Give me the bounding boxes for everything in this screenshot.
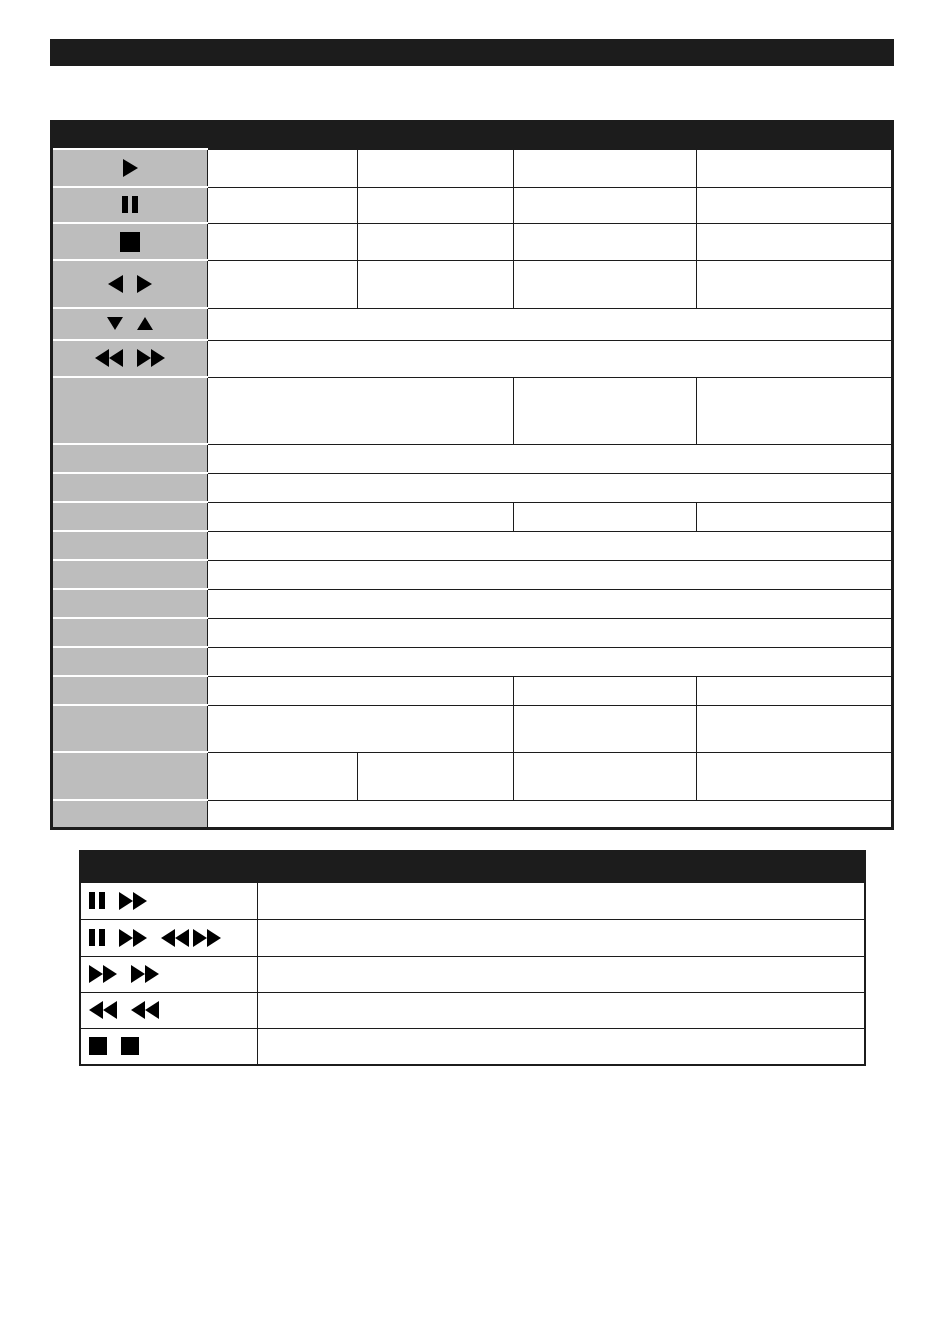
table-row xyxy=(52,752,893,800)
key-cell xyxy=(52,444,208,473)
table-cell xyxy=(697,502,893,531)
table-cell xyxy=(514,187,697,223)
left-arrow-icon xyxy=(108,275,123,293)
table-row xyxy=(80,957,865,993)
table-cell xyxy=(697,752,893,800)
table-cell xyxy=(514,377,697,444)
key-cell xyxy=(52,223,208,260)
table-row xyxy=(52,502,893,531)
down-arrow-icon xyxy=(107,317,123,330)
table-cell xyxy=(208,589,893,618)
pause-icon xyxy=(89,892,105,909)
table-cell xyxy=(697,705,893,752)
table-cell xyxy=(208,502,514,531)
key-cell xyxy=(52,502,208,531)
header-cell xyxy=(514,122,697,150)
table-cell xyxy=(208,377,514,444)
table-cell xyxy=(208,560,893,589)
table-cell xyxy=(208,308,893,340)
fast-forward-icon xyxy=(131,965,159,983)
table-cell xyxy=(514,705,697,752)
key-cell xyxy=(52,647,208,676)
table-cell xyxy=(514,223,697,260)
table-cell xyxy=(358,752,514,800)
table-header-row xyxy=(80,851,865,883)
key-cell xyxy=(80,957,257,993)
table-cell xyxy=(208,705,514,752)
table-row xyxy=(52,149,893,187)
up-arrow-icon xyxy=(137,317,153,330)
key-cell xyxy=(52,589,208,618)
table-cell xyxy=(208,340,893,377)
table-header-row xyxy=(52,122,893,150)
key-cell xyxy=(80,1029,257,1065)
key-cell xyxy=(52,560,208,589)
rewind-icon xyxy=(89,1001,117,1019)
key-cell xyxy=(52,377,208,444)
title-bar xyxy=(50,39,894,66)
table-row xyxy=(80,993,865,1029)
key-cell xyxy=(52,705,208,752)
table-cell xyxy=(697,676,893,705)
table-cell xyxy=(208,752,358,800)
table-row xyxy=(52,187,893,223)
table-cell xyxy=(208,473,893,502)
table-cell xyxy=(697,223,893,260)
table-cell xyxy=(514,676,697,705)
rewind-icon xyxy=(131,1001,159,1019)
header-cell xyxy=(208,122,358,150)
page-title xyxy=(50,44,60,60)
table-row xyxy=(80,920,865,957)
description-cell xyxy=(257,1029,865,1065)
right-arrow-icon xyxy=(137,275,152,293)
table-cell xyxy=(697,260,893,308)
table-row xyxy=(80,1029,865,1065)
key-cell xyxy=(52,473,208,502)
key-combination-table xyxy=(79,850,866,1066)
key-cell xyxy=(52,618,208,647)
fast-forward-icon xyxy=(137,349,165,367)
table-row xyxy=(52,705,893,752)
table-cell xyxy=(208,187,358,223)
table-cell xyxy=(358,260,514,308)
stop-icon xyxy=(121,1037,139,1055)
fast-forward-icon xyxy=(119,929,147,947)
key-cell xyxy=(52,149,208,187)
key-cell xyxy=(52,752,208,800)
description-cell xyxy=(257,993,865,1029)
key-cell xyxy=(52,676,208,705)
header-cell xyxy=(52,122,208,150)
table-cell xyxy=(208,223,358,260)
fast-forward-icon xyxy=(119,892,147,910)
table-cell xyxy=(697,187,893,223)
key-cell xyxy=(52,340,208,377)
rewind-icon xyxy=(161,929,189,947)
table-row xyxy=(52,676,893,705)
table-row xyxy=(52,800,893,828)
header-cell xyxy=(697,122,893,150)
description-cell xyxy=(257,883,865,920)
table-row xyxy=(52,560,893,589)
table-cell xyxy=(697,149,893,187)
table-cell xyxy=(208,676,514,705)
description-cell xyxy=(257,920,865,957)
table-cell xyxy=(514,149,697,187)
key-cell xyxy=(52,260,208,308)
table-cell xyxy=(514,502,697,531)
stop-icon xyxy=(120,232,140,252)
key-cell xyxy=(52,531,208,560)
table-row xyxy=(52,618,893,647)
function-table xyxy=(50,120,894,830)
table-cell xyxy=(514,260,697,308)
description-cell xyxy=(257,957,865,993)
pause-icon xyxy=(89,929,105,946)
key-cell xyxy=(80,993,257,1029)
table-row xyxy=(52,377,893,444)
play-icon xyxy=(123,159,138,177)
table-cell xyxy=(208,149,358,187)
table-cell xyxy=(358,223,514,260)
stop-icon xyxy=(89,1037,107,1055)
table-cell xyxy=(358,187,514,223)
table-row xyxy=(52,444,893,473)
table-cell xyxy=(208,444,893,473)
table-cell xyxy=(208,618,893,647)
key-cell xyxy=(80,920,257,957)
table-cell xyxy=(208,647,893,676)
table-cell xyxy=(208,531,893,560)
table-row xyxy=(80,883,865,920)
table-row xyxy=(52,473,893,502)
key-cell xyxy=(52,308,208,340)
table-cell xyxy=(358,149,514,187)
table-cell xyxy=(514,752,697,800)
key-cell xyxy=(52,187,208,223)
pause-icon xyxy=(122,196,138,213)
key-cell xyxy=(52,800,208,828)
rewind-icon xyxy=(95,349,123,367)
table-row xyxy=(52,589,893,618)
header-cell xyxy=(358,122,514,150)
table-row xyxy=(52,260,893,308)
table-cell xyxy=(208,260,358,308)
table-row xyxy=(52,647,893,676)
table-cell xyxy=(208,800,893,828)
table-cell xyxy=(697,377,893,444)
fast-forward-icon xyxy=(193,929,221,947)
table-row xyxy=(52,223,893,260)
table-row xyxy=(52,340,893,377)
fast-forward-icon xyxy=(89,965,117,983)
header-cell xyxy=(80,851,865,883)
table-row xyxy=(52,531,893,560)
key-cell xyxy=(80,883,257,920)
table-row xyxy=(52,308,893,340)
